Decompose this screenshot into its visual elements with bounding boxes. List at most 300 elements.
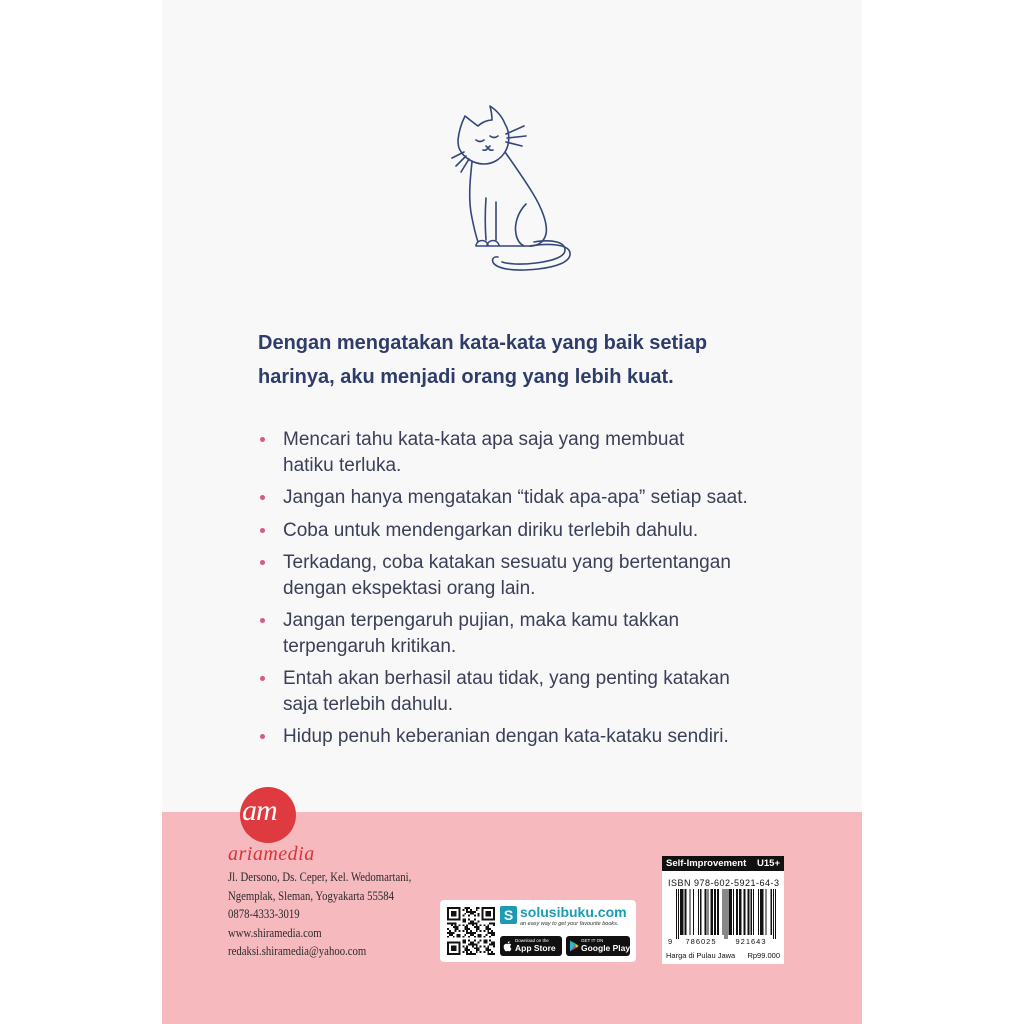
bullet-dot	[260, 437, 265, 442]
qr-module	[483, 930, 485, 932]
qr-module	[476, 949, 478, 951]
qr-module	[480, 924, 482, 926]
qr-module	[491, 953, 493, 955]
apple-icon	[503, 940, 513, 952]
qr-module	[449, 932, 451, 934]
bullet-dot	[260, 528, 265, 533]
barcode-bar	[700, 889, 701, 935]
bullet-item	[258, 485, 748, 511]
qr-module	[459, 911, 461, 913]
qr-module	[449, 930, 451, 932]
qr-module	[447, 928, 449, 930]
bullet-dot	[260, 560, 265, 565]
qr-module	[489, 913, 491, 915]
qr-module	[447, 932, 449, 934]
barcode-bar	[731, 889, 732, 935]
qr-module	[453, 947, 455, 949]
barcode-box	[662, 856, 784, 964]
qr-module	[478, 942, 480, 944]
app-store-badge	[500, 936, 562, 956]
qr-module	[455, 930, 457, 932]
qr-module	[447, 915, 449, 917]
qr-module	[468, 940, 470, 942]
cat-mouth	[483, 146, 493, 150]
qr-module	[470, 953, 472, 955]
qr-module	[491, 930, 493, 932]
qr-module	[464, 942, 466, 944]
qr-module	[493, 924, 495, 926]
qr-module	[485, 907, 487, 909]
bullet-line: saja terlebih dahulu.	[283, 693, 454, 715]
qr-module	[482, 915, 484, 917]
barcode-bar	[698, 889, 699, 935]
qr-module	[472, 924, 474, 926]
barcode-bar	[678, 889, 679, 939]
qr-module	[476, 922, 478, 924]
qr-module	[453, 949, 455, 951]
qr-module	[459, 913, 461, 915]
qr-module	[468, 943, 470, 945]
bullet-item	[258, 518, 748, 544]
qr-module	[468, 907, 470, 909]
address-line: Ngemplak, Sleman, Yogyakarta 55584	[228, 888, 395, 903]
cat-icon	[450, 100, 575, 275]
barcode-first-digit: 9	[668, 937, 674, 946]
qr-module	[468, 915, 470, 917]
qr-module	[489, 907, 491, 909]
store-logo-icon: S	[500, 906, 517, 924]
qr-module	[459, 936, 461, 938]
qr-module	[472, 945, 474, 947]
website: www.shiramedia.com	[228, 925, 322, 940]
qr-module	[451, 942, 453, 944]
qr-module	[476, 924, 478, 926]
qr-module	[474, 915, 476, 917]
qr-module	[470, 909, 472, 911]
qr-module	[447, 907, 449, 909]
barcode-bar	[727, 889, 728, 939]
barcode-bar	[751, 889, 752, 935]
publisher-logo-mark: am	[242, 794, 277, 827]
qr-module	[487, 926, 489, 928]
qr-module	[457, 907, 459, 909]
qr-module	[493, 909, 495, 911]
qr-module	[468, 953, 470, 955]
email: redaksi.shiramedia@yahoo.com	[228, 944, 367, 958]
qr-module	[480, 940, 482, 942]
qr-module	[493, 907, 495, 909]
qr-module	[451, 947, 453, 949]
qr-module	[491, 932, 493, 934]
qr-module	[485, 942, 487, 944]
barcode-bar	[744, 889, 745, 935]
qr-module	[455, 919, 457, 921]
qr-module	[459, 934, 461, 936]
barcode-bar	[775, 889, 776, 939]
qr-module	[483, 945, 485, 947]
qr-module	[491, 934, 493, 936]
qr-module	[483, 936, 485, 938]
qr-module	[482, 907, 484, 909]
qr-module	[466, 949, 468, 951]
qr-module	[493, 922, 495, 924]
qr-module	[453, 926, 455, 928]
barcode-bar	[748, 889, 749, 935]
qr-module	[453, 922, 455, 924]
qr-module	[466, 924, 468, 926]
bullet-line: Entah akan berhasil atau tidak, yang penting katakan	[283, 668, 730, 689]
qr-module	[447, 911, 449, 913]
qr-module	[489, 919, 491, 921]
qr-module	[447, 922, 449, 924]
qr-module	[453, 942, 455, 944]
qr-module	[451, 949, 453, 951]
qr-module	[493, 911, 495, 913]
qr-module	[462, 930, 464, 932]
barcode-bar	[715, 889, 716, 935]
qr-module	[483, 919, 485, 921]
qr-module	[474, 940, 476, 942]
barcode-bar	[712, 889, 713, 935]
qr-module	[453, 919, 455, 921]
qr-module	[447, 913, 449, 915]
qr-module	[474, 943, 476, 945]
qr-module	[474, 932, 476, 934]
qr-module	[476, 947, 478, 949]
qr-module	[485, 947, 487, 949]
qr-module	[470, 942, 472, 944]
qr-module	[459, 915, 461, 917]
bullet-dot	[260, 495, 265, 500]
google-play-label: Google Play	[581, 943, 630, 953]
barcode-bar	[739, 889, 740, 935]
qr-module	[493, 953, 495, 955]
qr-module	[466, 951, 468, 953]
qr-module	[451, 907, 453, 909]
age-rating: U15+	[757, 858, 780, 869]
barcode-bar	[718, 889, 719, 935]
qr-module	[453, 915, 455, 917]
qr-module	[487, 947, 489, 949]
qr-module	[464, 949, 466, 951]
publisher-name: ariamedia	[228, 843, 315, 865]
qr-module	[459, 942, 461, 944]
qr-module	[472, 932, 474, 934]
qr-module	[485, 934, 487, 936]
qr-module	[487, 945, 489, 947]
barcode	[676, 889, 776, 939]
qr-module	[483, 940, 485, 942]
qr-module	[459, 909, 461, 911]
barcode-bar	[749, 889, 750, 935]
qr-module	[470, 932, 472, 934]
qr-module	[449, 934, 451, 936]
qr-module	[457, 953, 459, 955]
barcode-right-digits: 921643	[735, 937, 767, 946]
qr-module	[447, 949, 449, 951]
qr-module	[451, 953, 453, 955]
qr-module	[459, 953, 461, 955]
qr-module	[478, 915, 480, 917]
qr-module	[455, 922, 457, 924]
qr-module	[466, 909, 468, 911]
qr-module	[482, 917, 484, 919]
barcode-bar	[693, 889, 694, 935]
qr-module	[489, 911, 491, 913]
qr-module	[462, 919, 464, 921]
qr-module	[485, 928, 487, 930]
qr-module	[470, 943, 472, 945]
qr-module	[489, 949, 491, 951]
barcode-left-digits: 786025	[685, 937, 717, 946]
qr-module	[462, 915, 464, 917]
price-label: Harga di Pulau Jawa	[666, 951, 736, 960]
qr-module	[468, 928, 470, 930]
barcode-bar	[676, 889, 677, 939]
qr-module	[455, 913, 457, 915]
qr-module	[451, 911, 453, 913]
qr-module	[466, 953, 468, 955]
barcode-bar	[717, 889, 718, 935]
qr-module	[462, 924, 464, 926]
app-store-label: App Store	[515, 943, 556, 953]
qr-module	[474, 922, 476, 924]
qr-module	[474, 953, 476, 955]
qr-module	[453, 936, 455, 938]
qr-module	[470, 951, 472, 953]
qr-module	[459, 917, 461, 919]
qr-module	[453, 913, 455, 915]
qr-module	[478, 934, 480, 936]
qr-module	[459, 951, 461, 953]
qr-module	[464, 928, 466, 930]
qr-module	[455, 945, 457, 947]
qr-module	[474, 911, 476, 913]
bullet-line: Hidup penuh keberanian dengan kata-kataku sendiri.	[283, 726, 729, 747]
barcode-bar	[682, 889, 683, 935]
qr-module	[466, 928, 468, 930]
phone-number: 0878-4333-3019	[228, 907, 300, 921]
qr-module	[491, 951, 493, 953]
qr-module	[464, 919, 466, 921]
price: Rp99.000	[747, 951, 780, 960]
qr-module	[466, 926, 468, 928]
qr-module	[476, 926, 478, 928]
qr-module	[489, 915, 491, 917]
barcode-bar	[730, 889, 731, 935]
qr-module	[480, 936, 482, 938]
headline-line: harinya, aku menjadi orang yang lebih kuat.	[258, 366, 674, 388]
qr-module	[455, 915, 457, 917]
qr-module	[485, 915, 487, 917]
bullet-item	[258, 427, 748, 478]
bullet-item	[258, 724, 748, 750]
qr-module	[483, 951, 485, 953]
qr-module	[491, 907, 493, 909]
qr-module	[493, 942, 495, 944]
qr-module	[447, 947, 449, 949]
barcode-bar	[758, 889, 759, 935]
qr-module	[457, 942, 459, 944]
qr-module	[453, 907, 455, 909]
qr-module	[470, 934, 472, 936]
qr-module	[487, 930, 489, 932]
qr-module	[476, 907, 478, 909]
qr-module	[478, 949, 480, 951]
qr-module	[462, 936, 464, 938]
qr-module	[453, 945, 455, 947]
qr-module	[447, 945, 449, 947]
barcode-bar	[743, 889, 744, 935]
qr-module	[489, 936, 491, 938]
qr-module	[462, 940, 464, 942]
qr-module	[485, 926, 487, 928]
barcode-bar	[685, 889, 686, 935]
qr-module	[447, 936, 449, 938]
qr-module	[459, 943, 461, 945]
qr-module	[466, 907, 468, 909]
qr-module	[478, 936, 480, 938]
qr-module	[451, 945, 453, 947]
qr-module	[468, 911, 470, 913]
qr-module	[447, 919, 449, 921]
barcode-bar	[737, 889, 738, 935]
qr-module	[472, 922, 474, 924]
qr-module	[455, 924, 457, 926]
barcode-header	[662, 856, 784, 871]
qr-module	[493, 917, 495, 919]
qr-module	[447, 943, 449, 945]
qr-module	[464, 947, 466, 949]
qr-module	[470, 930, 472, 932]
bullet-list	[258, 427, 748, 757]
qr-module	[491, 922, 493, 924]
qr-module	[474, 919, 476, 921]
qr-module	[455, 928, 457, 930]
store-tagline: an easy way to get your favourite books.	[520, 921, 619, 927]
barcode-bar	[724, 889, 725, 939]
bullet-line: Jangan terpengaruh pujian, maka kamu takkan	[283, 610, 680, 631]
qr-module	[472, 911, 474, 913]
qr-module	[451, 919, 453, 921]
cat-back	[505, 152, 546, 246]
qr-module	[464, 940, 466, 942]
qr-code-icon	[447, 907, 495, 955]
bullet-line: dengan ekspektasi orang lain.	[283, 577, 536, 599]
qr-module	[493, 913, 495, 915]
qr-module	[480, 934, 482, 936]
qr-module	[487, 911, 489, 913]
headline	[258, 326, 707, 394]
qr-module	[489, 953, 491, 955]
qr-module	[457, 928, 459, 930]
qr-module	[493, 945, 495, 947]
bullet-line: hatiku terluka.	[283, 454, 402, 476]
barcode-bar	[773, 889, 774, 939]
qr-module	[449, 907, 451, 909]
qr-module	[487, 913, 489, 915]
publisher-contact	[228, 868, 411, 961]
qr-module	[464, 934, 466, 936]
qr-module	[470, 920, 472, 922]
qr-module	[455, 947, 457, 949]
barcode-bar	[714, 889, 715, 935]
qr-module	[472, 943, 474, 945]
qr-module	[451, 932, 453, 934]
qr-module	[462, 945, 464, 947]
qr-module	[487, 951, 489, 953]
qr-module	[487, 953, 489, 955]
barcode-bar	[711, 889, 712, 935]
app-store-small-text: Download on the	[515, 938, 549, 943]
qr-module	[480, 930, 482, 932]
qr-module	[478, 920, 480, 922]
qr-module	[457, 936, 459, 938]
qr-module	[491, 942, 493, 944]
qr-module	[493, 932, 495, 934]
barcode-bar	[740, 889, 741, 935]
qr-module	[453, 932, 455, 934]
qr-module	[459, 919, 461, 921]
qr-module	[457, 934, 459, 936]
qr-module	[453, 911, 455, 913]
google-play-icon	[569, 940, 579, 952]
qr-module	[462, 909, 464, 911]
qr-module	[466, 932, 468, 934]
qr-module	[462, 920, 464, 922]
google-play-small-text: GET IT ON	[581, 938, 604, 943]
qr-module	[472, 942, 474, 944]
qr-module	[451, 934, 453, 936]
qr-module	[489, 932, 491, 934]
book-back-cover	[162, 0, 862, 1024]
barcode-bar	[722, 889, 723, 935]
qr-module	[482, 913, 484, 915]
qr-module	[447, 951, 449, 953]
qr-module	[470, 913, 472, 915]
headline-line: Dengan mengatakan kata-kata yang baik setiap	[258, 332, 708, 354]
qr-module	[478, 926, 480, 928]
qr-module	[466, 945, 468, 947]
bullet-dot	[260, 676, 265, 681]
qr-module	[485, 949, 487, 951]
qr-module	[451, 924, 453, 926]
barcode-bar	[705, 889, 706, 935]
bullet-line: Terkadang, coba katakan sesuatu yang bertentangan	[283, 552, 731, 573]
qr-module	[472, 920, 474, 922]
qr-module	[462, 951, 464, 953]
barcode-bar	[762, 889, 763, 935]
qr-module	[489, 943, 491, 945]
bullet-line: Jangan hanya mengatakan “tidak apa-apa” setiap saat.	[283, 487, 748, 508]
qr-module	[455, 911, 457, 913]
qr-module	[476, 943, 478, 945]
barcode-bar	[761, 889, 762, 935]
qr-module	[468, 919, 470, 921]
barcode-bar	[736, 889, 737, 935]
bullet-item	[258, 666, 748, 717]
qr-module	[476, 951, 478, 953]
qr-module	[464, 913, 466, 915]
qr-module	[493, 943, 495, 945]
qr-module	[485, 913, 487, 915]
qr-module	[462, 942, 464, 944]
qr-module	[459, 949, 461, 951]
qr-module	[480, 951, 482, 953]
qr-module	[491, 919, 493, 921]
qr-module	[476, 945, 478, 947]
bullet-item	[258, 550, 748, 601]
